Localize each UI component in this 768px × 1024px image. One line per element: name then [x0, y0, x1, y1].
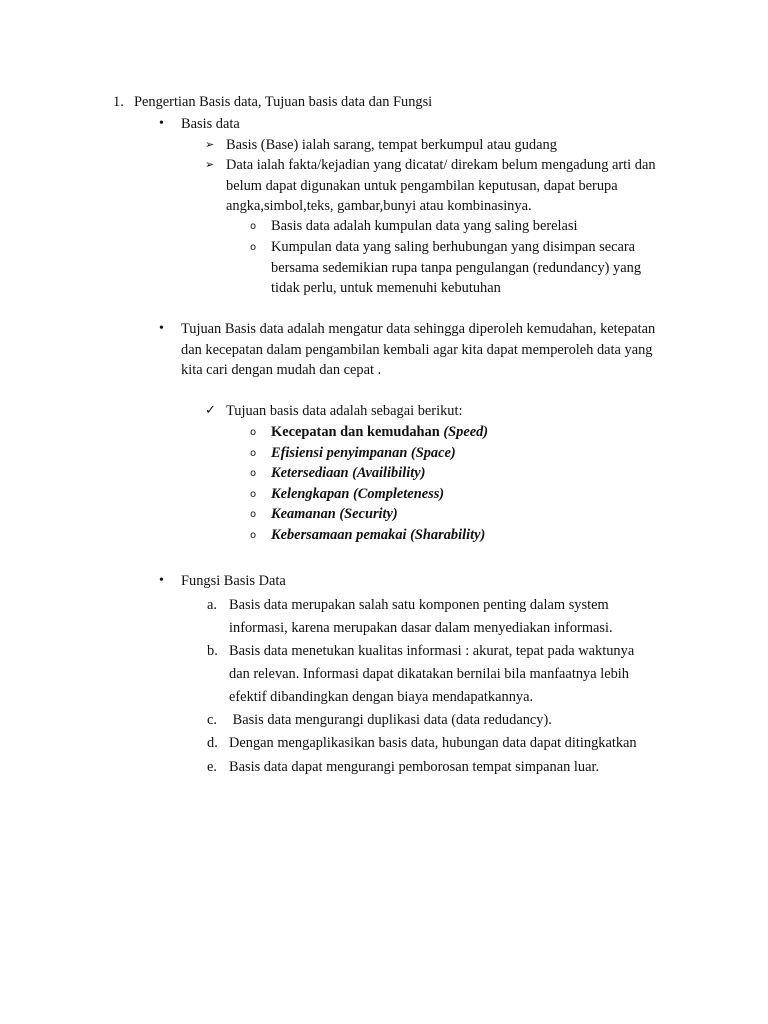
tujuan-item-completeness: Kelengkapan (Completeness)	[271, 486, 445, 502]
bullet-icon: •	[159, 321, 164, 336]
arrow-bullet-icon: ➢	[205, 158, 215, 171]
basis-data-heading: Basis data	[181, 116, 240, 132]
bullet-icon: •	[159, 116, 164, 131]
fungsi-item-line: Dengan mengaplikasikan basis data, hubungan data dapat ditingkatkan	[229, 735, 637, 751]
circle-bullet-icon: o	[250, 427, 257, 438]
list-marker: e.	[207, 759, 217, 775]
basis-definition: Basis (Base) ialah sarang, tempat berkumpul atau gudang	[226, 137, 557, 153]
data-definition-line: angka,simbol,teks, gambar,bunyi atau kombinasinya.	[226, 198, 532, 214]
fungsi-item-line: Basis data dapat mengurangi pemborosan tempat simpanan luar.	[229, 759, 600, 775]
fungsi-item-line: Basis data mengurangi duplikasi data (data redudancy).	[229, 712, 552, 728]
circle-bullet-icon: o	[250, 221, 257, 232]
list-marker: d.	[207, 735, 218, 751]
fungsi-heading: Fungsi Basis Data	[181, 573, 286, 589]
tujuan-paragraph-line: dan kecepatan dalam pengambilan kembali agar kita dapat memperoleh data yang	[181, 342, 653, 358]
tujuan-item-security: Keamanan (Security)	[271, 506, 398, 522]
circle-bullet-icon: o	[250, 468, 257, 479]
circle-bullet-icon: o	[250, 489, 257, 500]
tujuan-item-sharability: Kebersamaan pemakai (Sharability)	[271, 527, 486, 543]
tujuan-list-intro: Tujuan basis data adalah sebagai berikut:	[226, 403, 463, 419]
circle-bullet-icon: o	[250, 242, 257, 253]
tujuan-item-speed: Kecepatan dan kemudahan (Speed)	[271, 424, 489, 440]
tujuan-paragraph-line: kita cari dengan mudah dan cepat .	[181, 362, 382, 378]
fungsi-item-line: dan relevan. Informasi dapat dikatakan bernilai bila manfaatnya lebih	[229, 666, 629, 682]
fungsi-item-line: Basis data menetukan kualitas informasi : akurat, tepat pada waktunya	[229, 643, 635, 659]
data-definition-line: belum dapat digunakan untuk pengambilan keputusan, dapat berupa	[226, 178, 618, 194]
circle-bullet-icon: o	[250, 530, 257, 541]
list-marker: b.	[207, 643, 218, 659]
circle-bullet-icon: o	[250, 448, 257, 459]
check-icon: ✓	[205, 403, 216, 418]
fungsi-item-line: Basis data merupakan salah satu komponen penting dalam system	[229, 597, 609, 613]
list-marker: c.	[207, 712, 217, 728]
tujuan-item-availability: Ketersediaan (Availibility)	[271, 465, 426, 481]
basis-data-sub-item-line: bersama sedemikian rupa tanpa pengulangan (redundancy) yang	[271, 260, 642, 276]
basis-data-sub-item-line: Kumpulan data yang saling berhubungan yang disimpan secara	[271, 239, 636, 255]
list-marker: a.	[207, 597, 217, 613]
tujuan-item-space: Efisiensi penyimpanan (Space)	[271, 445, 456, 461]
fungsi-item-line: informasi, karena merupakan dasar dalam menyediakan informasi.	[229, 620, 613, 636]
circle-bullet-icon: o	[250, 509, 257, 520]
basis-data-sub-item: Basis data adalah kumpulan data yang saling berelasi	[271, 218, 578, 234]
section-number: 1.	[113, 94, 124, 110]
tujuan-paragraph-line: Tujuan Basis data adalah mengatur data sehingga diperoleh kemudahan, ketepatan	[181, 321, 656, 337]
data-definition-line: Data ialah fakta/kejadian yang dicatat/ direkam belum mengadung arti dan	[226, 157, 656, 173]
fungsi-item-line: efektif dibandingkan dengan biaya mendapatkannya.	[229, 689, 534, 705]
arrow-bullet-icon: ➢	[205, 138, 215, 151]
bullet-icon: •	[159, 573, 164, 588]
basis-data-sub-item-line: tidak perlu, untuk memenuhi kebutuhan	[271, 280, 501, 296]
section-title: Pengertian Basis data, Tujuan basis data dan Fungsi	[134, 94, 433, 110]
